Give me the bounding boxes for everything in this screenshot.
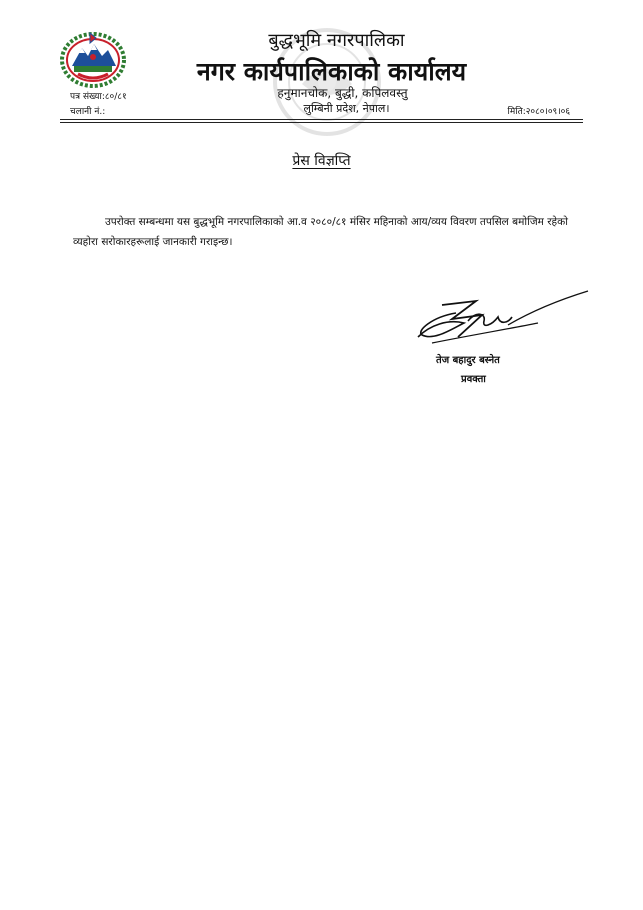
header-divider — [60, 119, 583, 120]
letter-date: मिति:२०८०।०९।०६ — [507, 107, 570, 117]
handwritten-signature-icon — [412, 285, 590, 353]
office-name: नगर कार्यपालिकाको कार्यालय — [196, 57, 467, 86]
header-divider — [60, 122, 583, 123]
document-body: उपरोक्त सम्बन्धमा यस बुद्धभूमि नगरपालिकाको आ.व २०८०/८१ मंसिर महिनाको आय/व्यय विवरण तपसिल बमोजिम रहेको व्यहोरा सरोकारहरूलाई जानकारी गराइन्छ। — [73, 216, 568, 248]
document-title-text: प्रेस विज्ञप्ति — [292, 153, 351, 169]
chalani-number: चलानी नं.: — [70, 107, 106, 117]
patra-sankhya: पत्र संख्या:८०/८१ — [70, 92, 127, 102]
signatory-name: तेज बहादुर बस्नेत — [436, 355, 500, 366]
address-line-2: लुम्बिनी प्रदेश, नेपाल। — [303, 102, 390, 115]
signatory-role: प्रवक्ता — [461, 374, 486, 385]
document-title — [0, 151, 643, 170]
municipality-name: बुद्धभूमि नगरपालिका — [268, 30, 405, 51]
address-line-1: हनुमानचोक, बुद्धी, कपिलवस्तु — [277, 86, 408, 100]
